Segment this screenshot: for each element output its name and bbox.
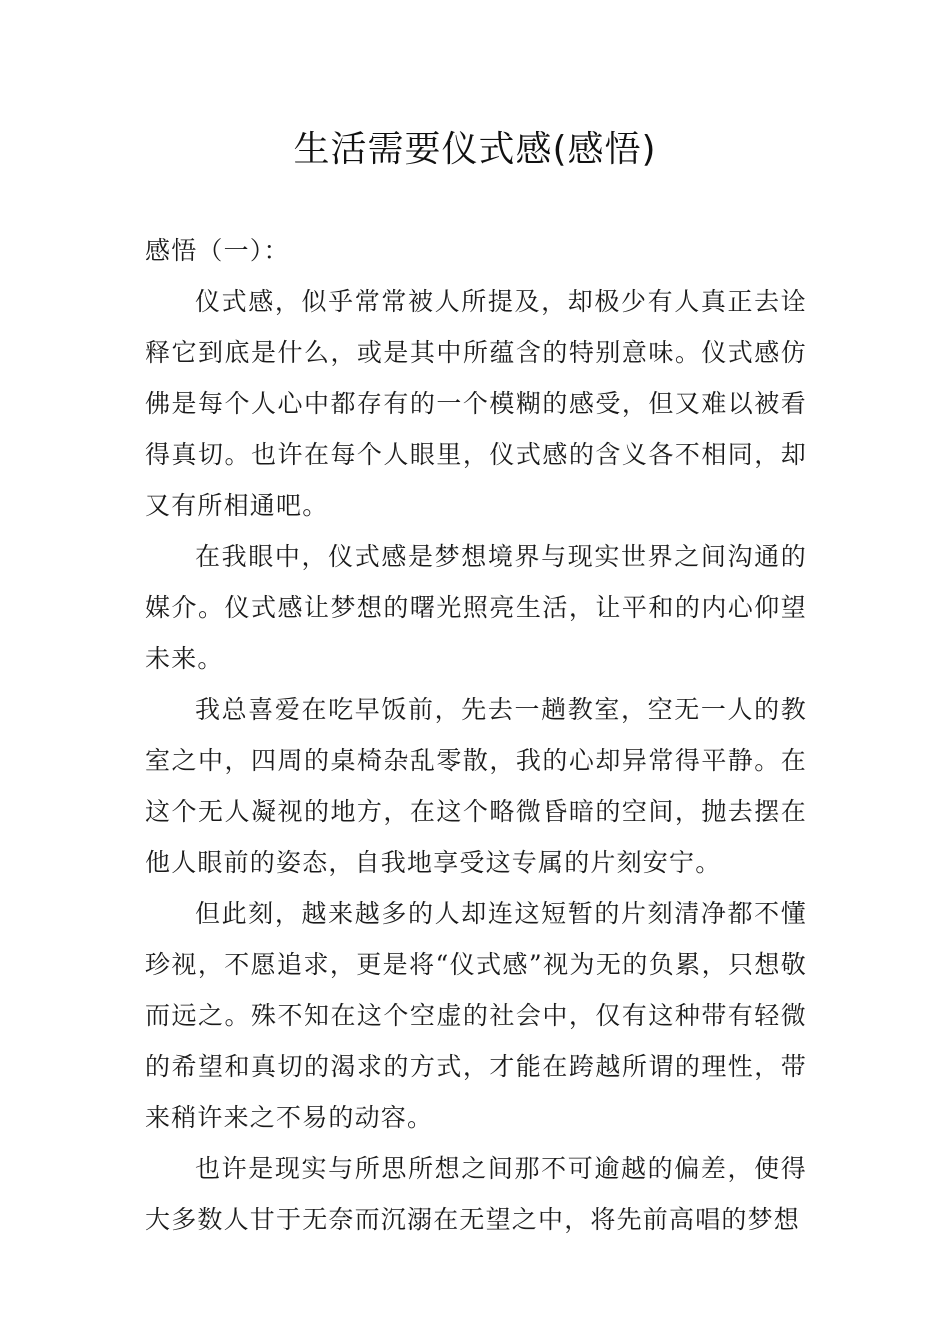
document-body [145, 225, 807, 1245]
paragraph: 但此刻，越来越多的人却连这短暂的片刻清净都不懂珍视，不愿追求，更是将“仪式感”视为无的负累，只想敬而远之。殊不知在这个空虚的社会中，仅有这种带有轻微的希望和真切的渴求的方式，才能在跨越所谓的理性，带来稍许来之不易的动容。 [145, 899, 807, 1132]
paragraph: 在我眼中，仪式感是梦想境界与现实世界之间沟通的媒介。仪式感让梦想的曙光照亮生活，让平和的内心仰望未来。 [145, 542, 807, 673]
section-heading: 感悟（一）： [145, 236, 290, 265]
paragraph: 我总喜爱在吃早饭前，先去一趟教室，空无一人的教室之中，四周的桌椅杂乱零散，我的心却异常得平静。在这个无人凝视的地方，在这个略微昏暗的空间，抛去摆在他人眼前的姿态，自我地享受这专属的片刻安宁。 [145, 695, 807, 877]
paragraph: 仪式感，似乎常常被人所提及，却极少有人真正去诠释它到底是什么，或是其中所蕴含的特别意味。仪式感仿佛是每个人心中都存有的一个模糊的感受，但又难以被看得真切。也许在每个人眼里，仪式感的含义各不相同，却又有所相通吧。 [145, 287, 807, 520]
paragraph: 也许是现实与所思所想之间那不可逾越的偏差，使得大多数人甘于无奈而沉溺在无望之中，将先前高唱的梦想 [145, 1154, 807, 1234]
document-title: 生活需要仪式感(感悟) [293, 129, 657, 170]
